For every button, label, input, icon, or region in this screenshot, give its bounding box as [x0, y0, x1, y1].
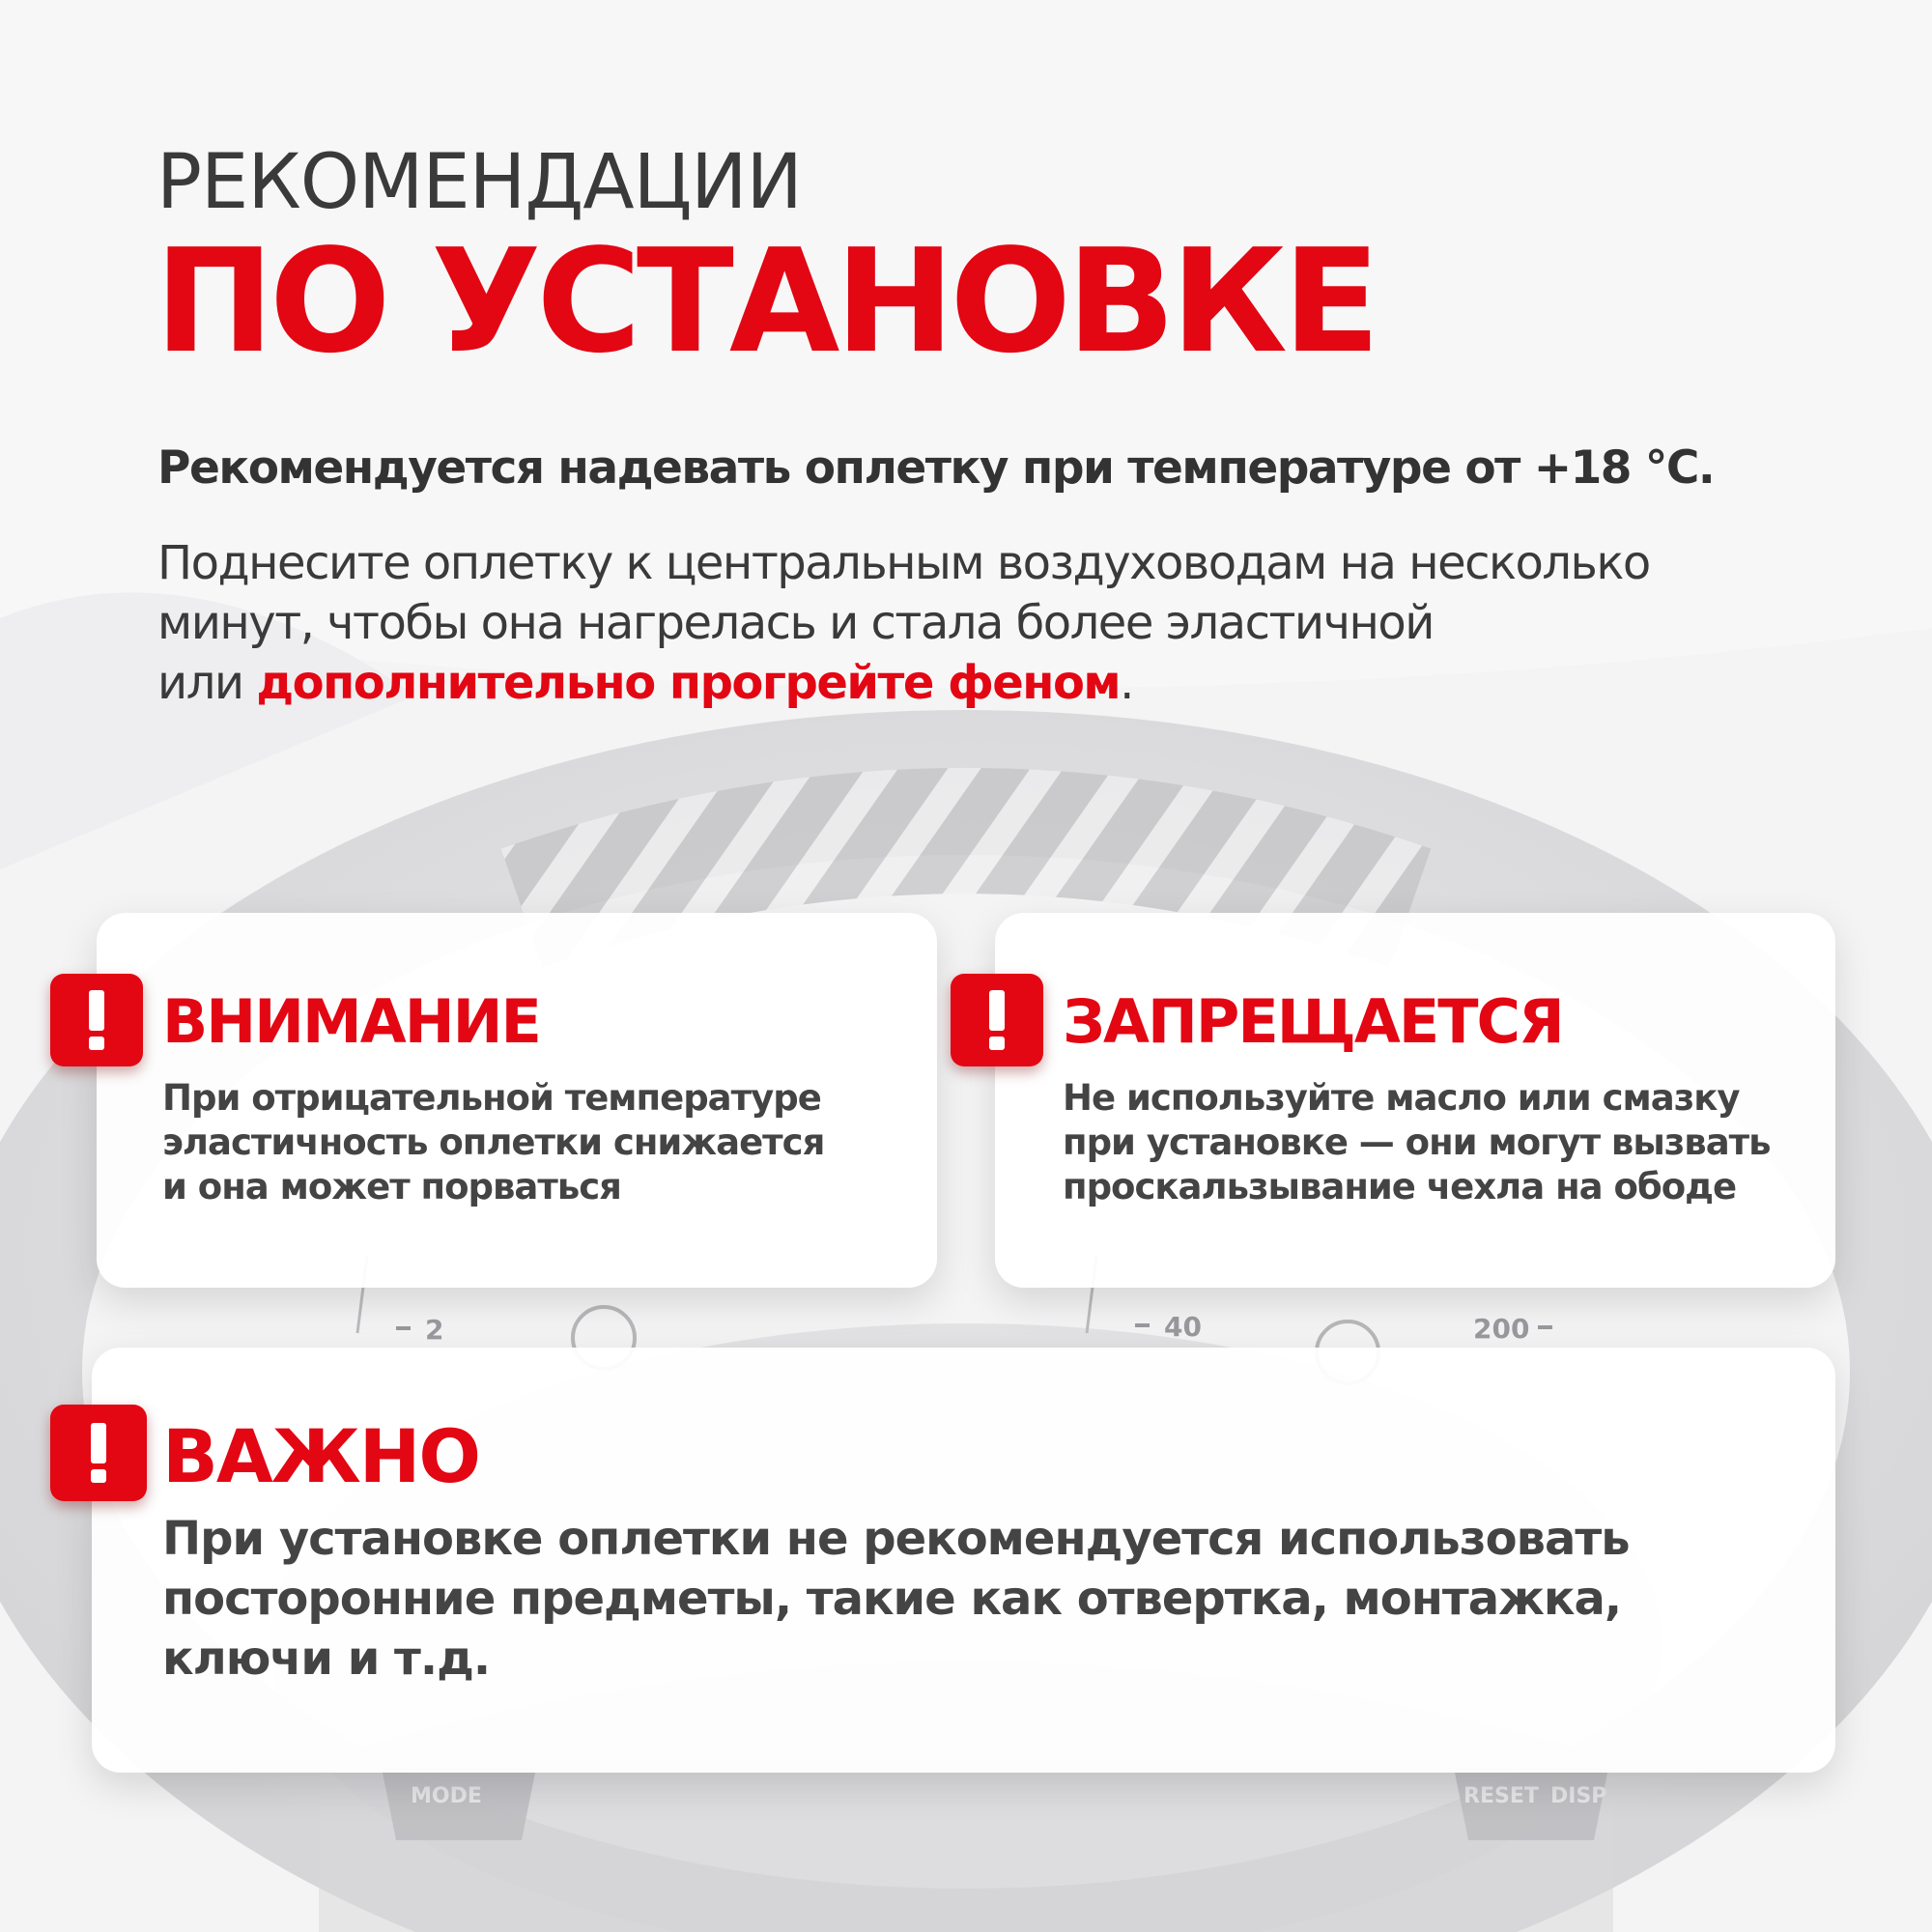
attention-text [162, 1076, 824, 1209]
prohibited-text [1063, 1076, 1771, 1209]
important-line-2: посторонние предметы, такие как отвертка, монтажка, [162, 1572, 1622, 1626]
important-title: ВАЖНО [162, 1413, 479, 1499]
instruction-line-2: минут, чтобы она нагрелась и стала более эластичной [157, 596, 1434, 650]
headline-top: РЕКОМЕНДАЦИИ [156, 139, 802, 226]
prohibited-line-2: при установке — они могут вызвать [1063, 1122, 1771, 1163]
attention-line-3: и она может порваться [162, 1166, 621, 1208]
headline-main: ПО УСТАНОВКЕ [155, 218, 1376, 384]
prohibited-line-3: проскальзывание чехла на ободе [1063, 1166, 1737, 1208]
exclamation-icon [50, 1405, 147, 1501]
lead-text: Рекомендуется надевать оплетку при температуре от +18 °С. [157, 441, 1715, 495]
gauge-label-left: 2 [425, 1314, 444, 1346]
important-text [162, 1509, 1630, 1689]
button-label-disp: DISP [1550, 1784, 1607, 1808]
attention-title: ВНИМАНИЕ [162, 986, 540, 1057]
gauge-label-right-2: 200 [1473, 1313, 1530, 1345]
attention-line-1: При отрицательной температуре [162, 1077, 821, 1119]
important-line-3: ключи и т.д. [162, 1632, 491, 1686]
exclamation-icon [951, 974, 1043, 1066]
gauge-label-right-1: 40 [1164, 1311, 1202, 1343]
instruction-line-3 [157, 653, 1896, 713]
prohibited-title: ЗАПРЕЩАЕТСЯ [1063, 986, 1563, 1057]
prohibited-line-1: Не используйте масло или смазку [1063, 1077, 1740, 1119]
button-label-mode: MODE [411, 1784, 482, 1808]
instruction-highlight: дополнительно прогрейте феном [256, 656, 1121, 710]
exclamation-icon [50, 974, 143, 1066]
important-line-1: При установке оплетки не рекомендуется использовать [162, 1512, 1630, 1566]
instruction-line-1: Поднесите оплетку к центральным воздуховодам на несколько [157, 536, 1650, 590]
attention-line-2: эластичность оплетки снижается [162, 1122, 825, 1163]
instruction-text [157, 533, 1896, 713]
instruction-line-3-prefix: или [157, 656, 257, 710]
button-label-reset: RESET [1463, 1784, 1539, 1808]
instruction-line-3-suffix: . [1120, 656, 1133, 710]
